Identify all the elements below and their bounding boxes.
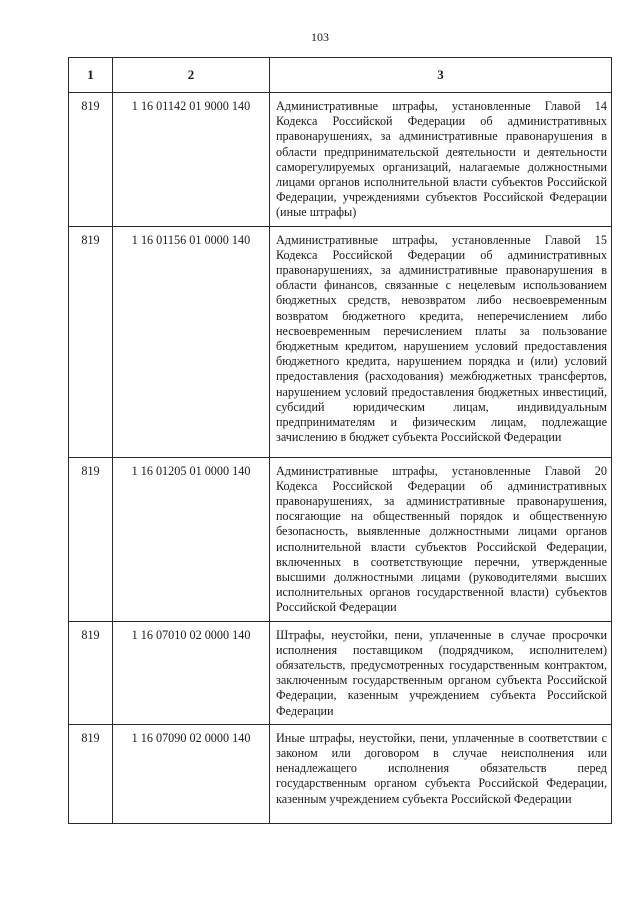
admin-code-cell: 819 — [69, 226, 113, 457]
description-cell: Административные штрафы, установленные Главой 15 Кодекса Российской Федерации об административных правонарушениях, за административные правонарушения в области финансов, связанные с нецелевым использованием бюджетных средств, невозвратом либо несвоевременным возвратом бюджетного кредита, неперечислением либо несвоевременным перечислением платы за пользование бюджетным кредитом, нарушением условий предоставления бюджетного кредита, нарушением порядка и (или) условий предоставления (расходования) межбюджетных трансфертов, нарушением условий предоставления бюджетных инвестиций, субсидий юридическим лицам, индивидуальным предпринимателям и физическим лицам, подлежащие зачислению в бюджет субъекта Российской Федерации — [270, 226, 612, 457]
table-row — [69, 93, 612, 227]
table-row — [69, 226, 612, 457]
admin-code-cell: 819 — [69, 621, 113, 724]
admin-code-cell: 819 — [69, 457, 113, 621]
kbk-code-cell: 1 16 01142 01 9000 140 — [113, 93, 270, 227]
description-cell: Административные штрафы, установленные Главой 20 Кодекса Российской Федерации об административных правонарушениях, за административные правонарушения, посягающие на общественный порядок и общественную безопасность, выявленные должностными лицами органов исполнительной власти субъектов Российской Федерации, включенных в соответствующие перечни, утвержденные высшими должностными лицами (руководителями высших исполнительных органов государственной власти) субъектов Российской Федерации — [270, 457, 612, 621]
budget-codes-table — [68, 57, 612, 824]
table-row — [69, 724, 612, 823]
kbk-code-cell: 1 16 07010 02 0000 140 — [113, 621, 270, 724]
kbk-code-cell: 1 16 01156 01 0000 140 — [113, 226, 270, 457]
kbk-code-cell: 1 16 01205 01 0000 140 — [113, 457, 270, 621]
description-cell: Иные штрафы, неустойки, пени, уплаченные в соответствии с законом или договором в случае неисполнения или ненадлежащего исполнения обязательств перед государственным органом субъекта Российской Федерации, казенным учреждением субъекта Российской Федерации — [270, 724, 612, 823]
table-header-row — [69, 58, 612, 93]
column-header-1: 1 — [69, 58, 113, 93]
description-cell: Штрафы, неустойки, пени, уплаченные в случае просрочки исполнения поставщиком (подрядчиком, исполнителем) обязательств, предусмотренных государственным контрактом, заключенным государственным органом субъекта Российской Федерации, казенным учреждением субъекта Российской Федерации — [270, 621, 612, 724]
column-header-2: 2 — [113, 58, 270, 93]
admin-code-cell: 819 — [69, 93, 113, 227]
column-header-3: 3 — [270, 58, 612, 93]
page-number: 103 — [311, 30, 329, 44]
description-cell: Административные штрафы, установленные Главой 14 Кодекса Российской Федерации об административных правонарушениях, за административные правонарушения в области предпринимательской деятельности и деятельности саморегулируемых организаций, налагаемые должностными лицами органов исполнительной власти субъектов Российской Федерации, учреждениями субъектов Российской Федерации (иные штрафы) — [270, 93, 612, 227]
table-row — [69, 621, 612, 724]
table-row — [69, 457, 612, 621]
admin-code-cell: 819 — [69, 724, 113, 823]
kbk-code-cell: 1 16 07090 02 0000 140 — [113, 724, 270, 823]
